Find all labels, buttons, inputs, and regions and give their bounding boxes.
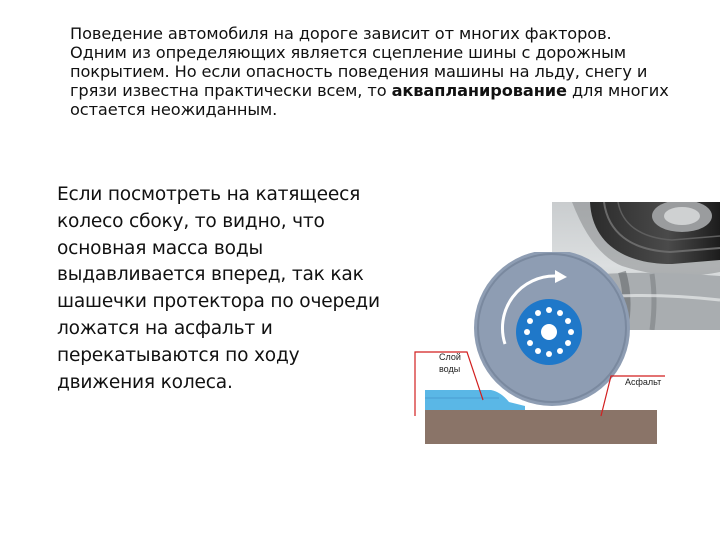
explanation-paragraph: Если посмотреть на катящееся колесо сбоку, то видно, что основная масса воды выдавливается вперед, так как шашечки протектора по очереди ложатся на асфальт и перекатываются по ходу движения колеса. xyxy=(57,184,380,393)
asphalt-label: Асфальт xyxy=(625,377,662,387)
aquaplaning-diagram xyxy=(405,252,665,444)
water-layer-label-line2: воды xyxy=(439,364,461,374)
water-layer-label-line1: Слой xyxy=(439,352,461,362)
intro-term-aquaplaning: аквапланирование xyxy=(391,81,567,100)
intro-text-end: для многих остается неожиданным. xyxy=(70,81,669,119)
intro-paragraph xyxy=(70,24,670,119)
intro-text-start: Поведение автомобиля на дороге зависит от многих факторов. Одним из определяющих является сцепление шины с дорожным покрытием. Но если опасность поведения машины на льду, снегу и грязи известна практически всем, то xyxy=(70,24,648,100)
asphalt-layer xyxy=(425,410,657,444)
